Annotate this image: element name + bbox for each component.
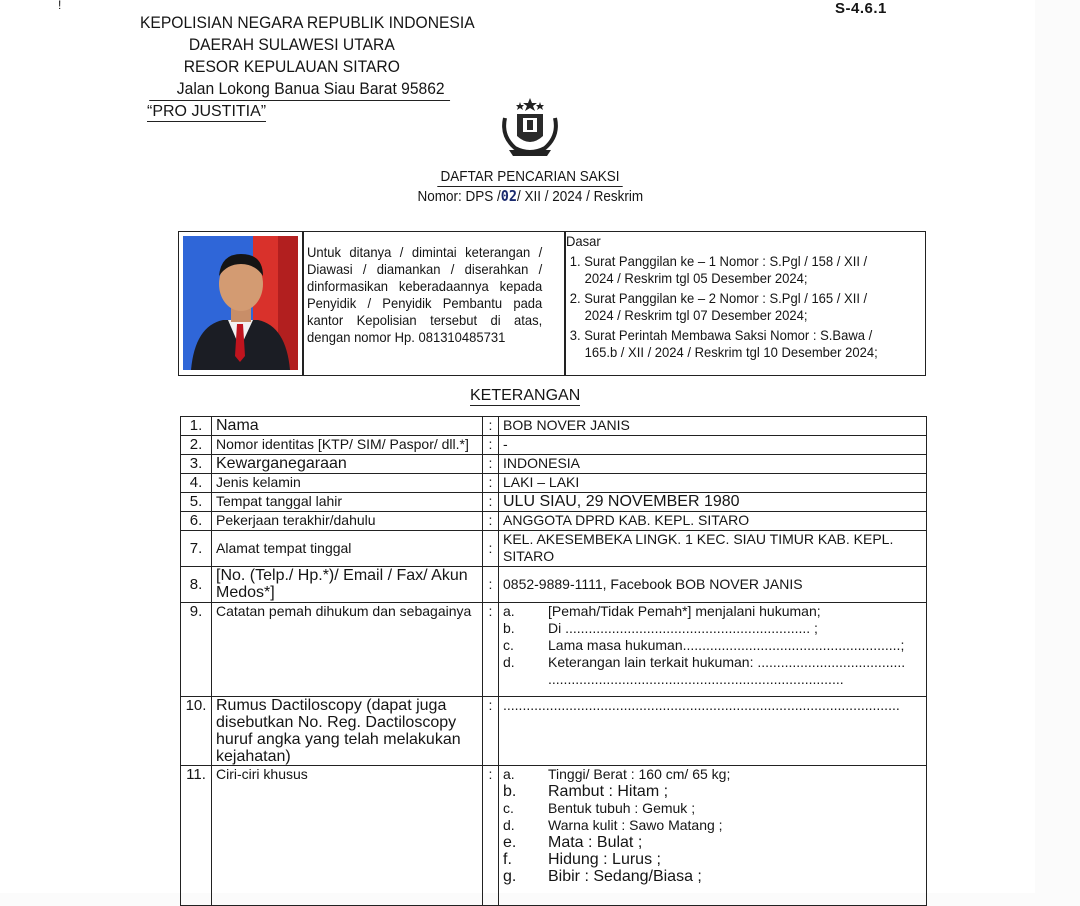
list-item: a. [Pemah/Tidak Pemah*] menjalani hukuman; [503,603,821,619]
instruction-text: Untuk ditanya / dimintai keterangan / Diawasi / diamankan / diserahkan / dinformasikan keberadaannya kepada Penyidik / Penyidik Pembantu pada kantor Kepolisian tersebut di atas, dengan nomor Hp. 081310485731 [307,244,543,345]
row-colon: : [483,697,499,766]
row-number: 2. [181,436,212,455]
info-box [178,231,926,376]
pro-justitia-label: “PRO JUSTITIA” [147,103,267,120]
nomor-suffix: / XII / 2024 / Reskrim [517,188,644,205]
table-row [181,603,927,697]
row-label: Tempat tanggal lahir [212,493,483,512]
row-value: KEL. AKESEMBEKA LINGK. 1 KEC. SIAU TIMUR KAB. KEPL. SITARO [499,531,927,567]
document-code: S-4.6.1 [835,0,887,17]
row-value: ULU SIAU, 29 NOVEMBER 1980 [499,493,927,512]
document-title: DAFTAR PENCARIAN SAKSI [437,168,623,187]
dasar-label: Dasar [566,233,601,249]
nomor-handwritten: 02 [500,187,518,205]
row-colon: : [483,474,499,493]
row-value: BOB NOVER JANIS [499,417,927,436]
list-item: g. Bibir : Sedang/Biasa ; [503,868,702,885]
row-label: [No. (Telp./ Hp.*)/ Email / Fax/ Akun Medos*] [212,567,483,603]
police-emblem-icon [495,96,565,161]
header-line-1: KEPOLISIAN NEGARA REPUBLIK INDONESIA [140,13,475,32]
row-value [499,603,927,697]
nomor-prefix: Nomor: DPS / [417,188,501,205]
dasar-item: 3. Surat Perintah Membawa Saksi Nomor : S.Bawa / 165.b / XII / 2024 / Reskrim tgl 10 Desember 2024; [569,327,878,360]
row-value: ANGGOTA DPRD KAB. KEPL. SITARO [499,512,927,531]
header-address: Jalan Lokong Banua Siau Barat 95862 [149,78,450,101]
identity-table [180,416,927,906]
table-row [181,531,927,567]
table-row [181,417,927,436]
header-line-3: RESOR KEPULAUAN SITARO [183,57,400,76]
row-label: Rumus Dactiloscopy (dapat juga disebutkan No. Reg. Dactiloscopy huruf angka yang telah melakukan kejahatan) [212,697,483,766]
list-item: c. Lama masa hukuman........................................................; [503,637,905,653]
row-colon: : [483,512,499,531]
row-label: Jenis kelamin [212,474,483,493]
list-item: e. Mata : Bulat ; [503,834,643,851]
row-number: 4. [181,474,212,493]
list-item: f. Hidung : Lurus ; [503,851,661,868]
row-value [499,766,927,906]
row-number: 7. [181,531,212,567]
row-number: 8. [181,567,212,603]
letterhead [140,12,475,101]
dasar-item: 1. Surat Panggilan ke – 1 Nomor : S.Pgl / 158 / XII / 2024 / Reskrim tgl 05 Desember 2024; [569,253,868,286]
row-label: Ciri-ciri khusus [212,766,483,906]
row-number: 9. [181,603,212,697]
row-colon: : [483,436,499,455]
row-label: Nama [212,417,483,436]
table-row [181,697,927,766]
witness-photo [183,236,298,370]
row-label: Pekerjaan terakhir/dahulu [212,512,483,531]
row-value: ...................................................................................................... [499,697,927,766]
list-item: b. Di ............................................................... ; [503,620,818,636]
list-item: ............................................................................ [548,671,844,687]
row-number: 3. [181,455,212,474]
row-colon: : [483,417,499,436]
row-colon: : [483,603,499,697]
document-number [418,187,643,206]
table-row [181,493,927,512]
row-number: 6. [181,512,212,531]
row-label: Nomor identitas [KTP/ SIM/ Paspor/ dll.*] [212,436,483,455]
row-colon: : [483,567,499,603]
header-line-2: DAERAH SULAWESI UTARA [188,35,395,54]
list-item: d. Warna kulit : Sawo Matang ; [503,817,723,833]
row-number: 10. [181,697,212,766]
list-item: d. Keterangan lain terkait hukuman: ...................................... [503,654,906,670]
row-colon: : [483,455,499,474]
row-number: 5. [181,493,212,512]
row-colon: : [483,493,499,512]
row-value: LAKI – LAKI [499,474,927,493]
row-label: Alamat tempat tinggal [212,531,483,567]
corner-mark: ! [58,0,62,12]
table-row [181,436,927,455]
row-number: 1. [181,417,212,436]
row-colon: : [483,531,499,567]
row-number: 11. [181,766,212,906]
document-title-block [418,168,643,206]
table-row [181,567,927,603]
photo-divider [302,232,304,375]
row-colon: : [483,766,499,906]
dasar-section [566,233,896,361]
dasar-item: 2. Surat Panggilan ke – 2 Nomor : S.Pgl / 165 / XII / 2024 / Reskrim tgl 07 Desember 2024; [569,290,868,323]
list-item: c. Bentuk tubuh : Gemuk ; [503,800,696,816]
row-value: INDONESIA [499,455,927,474]
table-row [181,474,927,493]
row-label: Catatan pemah dihukum dan sebagainya [212,603,483,697]
keterangan-heading: KETERANGAN [470,387,581,404]
table-row [181,455,927,474]
list-item: a. Tinggi/ Berat : 160 cm/ 65 kg; [503,766,731,782]
table-row [181,512,927,531]
table-row [181,766,927,906]
row-value: 0852-9889-1111, Facebook BOB NOVER JANIS [499,567,927,603]
list-item: b. Rambut : Hitam ; [503,783,669,800]
row-label: Kewarganegaraan [212,455,483,474]
row-value: - [499,436,927,455]
